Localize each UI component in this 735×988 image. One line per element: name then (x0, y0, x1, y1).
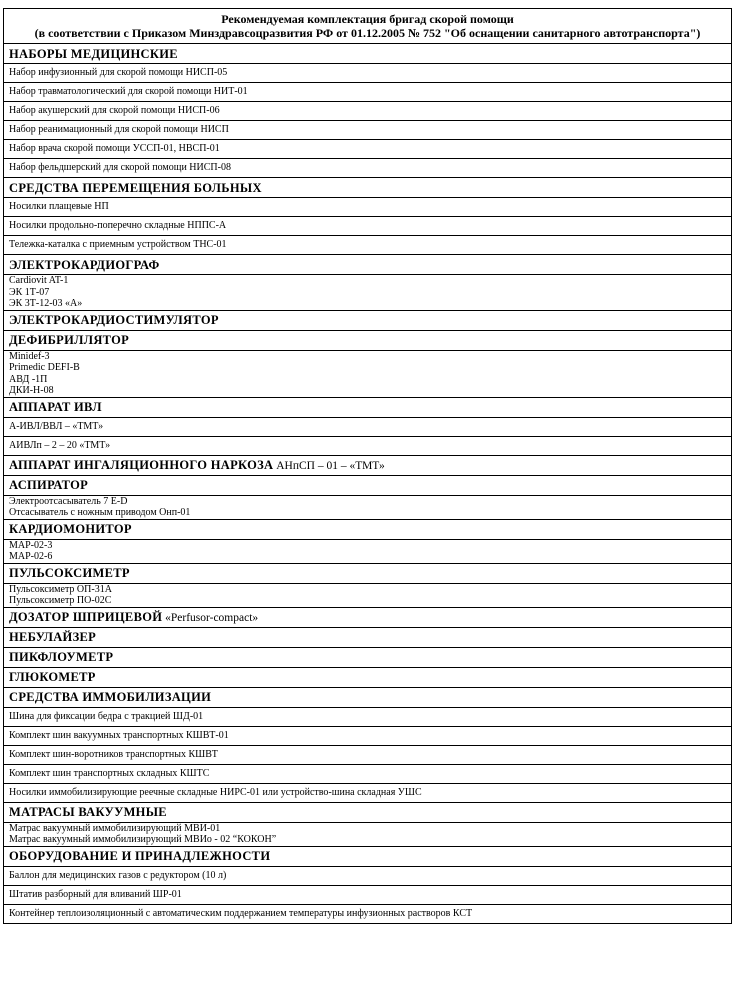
section-heading-row (4, 647, 732, 667)
table-row (4, 140, 732, 159)
section-heading-row (4, 607, 732, 627)
section-heading-row (4, 563, 732, 583)
list-item: Primedic DEFI-B (9, 362, 80, 373)
section-heading (4, 687, 732, 707)
item-cell: Носилки иммобилизирующие реечные складные НИРС-01 или устройство-шина складная УШС (4, 783, 732, 802)
list-item: Пульсоксиметр ОП-31А (9, 583, 112, 595)
item-cell: Набор акушерский для скорой помощи НИСП-06 (4, 102, 732, 121)
table-row (4, 217, 732, 236)
list-item: Пульсоксиметр ПО-02С (9, 595, 112, 606)
table-row (4, 417, 732, 436)
section-heading-text: АСПИРАТОР (9, 478, 89, 492)
title-line-1: Рекомендуемая комплектация бригад скорой помощи (221, 12, 514, 26)
section-heading-text: АППАРАТ ИНГАЛЯЦИОННОГО НАРКОЗА (9, 457, 274, 472)
list-item: Матрас вакуумный иммобилизирующий МВИ-01 (9, 822, 221, 834)
table-row (4, 159, 732, 178)
item-cell: Набор врача скорой помощи УССП-01, НВСП-01 (4, 140, 732, 159)
item-cell: А-ИВЛ/ВВЛ – «ТМТ» (4, 417, 732, 436)
section-heading (4, 310, 732, 330)
table-row (4, 726, 732, 745)
section-heading (4, 627, 732, 647)
table-row (4, 198, 732, 217)
section-heading-row (4, 627, 732, 647)
table-row (4, 885, 732, 904)
table-row (4, 275, 732, 311)
table-row (4, 745, 732, 764)
item-cell: Комплект шин-воротников транспортных КШВТ (4, 745, 732, 764)
section-heading-text: ОБОРУДОВАНИЕ И ПРИНАДЛЕЖНОСТИ (9, 849, 271, 863)
section-heading-row (4, 178, 732, 198)
table-row (4, 904, 732, 923)
item-cell: Комплект шин транспортных складных КШТС (4, 764, 732, 783)
item-cell: Носилки продольно-поперечно складные НППС-А (4, 217, 732, 236)
section-heading-text: НЕБУЛАЙЗЕР (9, 630, 97, 644)
section-heading (4, 519, 732, 539)
list-item: ЭК 3Т-12-03 «А» (9, 298, 83, 309)
item-cell: АИВЛп – 2 – 20 «ТМТ» (4, 436, 732, 455)
list-item: Cardiovit AT-1 (9, 275, 69, 286)
item-list-cell (4, 495, 732, 519)
section-heading-text: СРЕДСТВА ПЕРЕМЕЩЕНИЯ БОЛЬНЫХ (9, 180, 262, 195)
table-row (4, 822, 732, 846)
table-row (4, 102, 732, 121)
section-heading (4, 330, 732, 350)
section-heading-row (4, 330, 732, 350)
section-heading (4, 178, 732, 198)
table-row (4, 83, 732, 102)
section-heading-text: ГЛЮКОМЕТР (9, 670, 96, 684)
list-item: ДКИ-Н-08 (9, 385, 54, 396)
section-heading-text: МАТРАСЫ ВАКУУМНЫЕ (9, 805, 167, 819)
section-heading (4, 255, 732, 275)
section-heading-row (4, 44, 732, 64)
table-row (4, 764, 732, 783)
item-cell: Набор фельдшерский для скорой помощи НИСП-08 (4, 159, 732, 178)
section-heading-row (4, 802, 732, 822)
table-row (4, 121, 732, 140)
section-heading-text: КАРДИОМОНИТОР (9, 522, 132, 536)
section-heading (4, 44, 732, 64)
equipment-table (3, 8, 732, 924)
section-heading-text: ПИКФЛОУМЕТР (9, 650, 114, 664)
table-row (4, 707, 732, 726)
item-cell: Комплект шин вакуумных транспортных КШВТ-01 (4, 726, 732, 745)
section-heading-text: СРЕДСТВА ИММОБИЛИЗАЦИИ (9, 690, 212, 704)
list-item: Minidef-3 (9, 350, 50, 362)
table-row (4, 866, 732, 885)
list-item: Электроотсасыватель 7 E-D (9, 495, 128, 507)
table-row (4, 436, 732, 455)
table-row (4, 236, 732, 255)
section-heading-text: АППАРАТ ИВЛ (9, 400, 102, 414)
section-heading-extra: «Perfusor-compact» (162, 611, 259, 624)
section-heading (4, 667, 732, 687)
list-item: МАР-02-3 (9, 539, 53, 551)
table-row (4, 495, 732, 519)
title-line-2: (в соответствии с Приказом Минздравсоцразвития РФ от 01.12.2005 № 752 "Об оснащении санитарного автотранспорта") (34, 26, 701, 40)
section-heading (4, 802, 732, 822)
item-list-cell (4, 822, 732, 846)
list-item: Отсасыватель с ножным приводом Онп-01 (9, 507, 191, 518)
section-heading-row (4, 255, 732, 275)
section-heading-row (4, 846, 732, 866)
section-heading (4, 563, 732, 583)
list-item: ЭК 1Т-07 (9, 286, 50, 298)
item-cell: Набор реанимационный для скорой помощи НИСП (4, 121, 732, 140)
section-heading-row (4, 310, 732, 330)
section-heading-text: ПУЛЬСОКСИМЕТР (9, 566, 130, 580)
section-heading (4, 607, 732, 627)
table-row (4, 64, 732, 83)
equipment-table-body (4, 9, 732, 924)
item-list-cell (4, 539, 732, 563)
section-heading-text: НАБОРЫ МЕДИЦИНСКИЕ (9, 46, 178, 61)
section-heading (4, 475, 732, 495)
section-heading-text: ЭЛЕКТРОКАРДИОСТИМУЛЯТОР (9, 313, 219, 327)
section-heading-extra: АНпСП – 01 – «ТМТ» (273, 459, 385, 472)
table-title (4, 9, 732, 44)
section-heading-text: ЭЛЕКТРОКАРДИОГРАФ (9, 257, 160, 272)
section-heading (4, 455, 732, 475)
item-cell: Шина для фиксации бедра с тракцией ШД-01 (4, 707, 732, 726)
list-item: Матрас вакуумный иммобилизирующий МВИо - 02 “КОКОН” (9, 834, 277, 845)
section-heading-row (4, 455, 732, 475)
title-row (4, 9, 732, 44)
table-row (4, 350, 732, 397)
list-item: МАР-02-6 (9, 551, 53, 562)
item-cell: Носилки плащевые НП (4, 198, 732, 217)
table-row (4, 539, 732, 563)
section-heading-row (4, 397, 732, 417)
item-list-cell (4, 275, 732, 311)
table-row (4, 583, 732, 607)
section-heading (4, 397, 732, 417)
item-cell: Набор инфузионный для скорой помощи НИСП-05 (4, 64, 732, 83)
section-heading-row (4, 475, 732, 495)
table-row (4, 783, 732, 802)
section-heading-text: ДОЗАТОР ШПРИЦЕВОЙ (9, 609, 163, 624)
item-cell: Набор травматологический для скорой помощи НИТ-01 (4, 83, 732, 102)
section-heading-text: ДЕФИБРИЛЛЯТОР (9, 333, 130, 347)
item-list-cell (4, 350, 732, 397)
item-cell: Штатив разборный для вливаний ШР-01 (4, 885, 732, 904)
item-cell: Контейнер теплоизоляционный с автоматическим поддержанием температуры инфузионных растворов КСТ (4, 904, 732, 923)
item-cell: Баллон для медицинских газов с редуктором (10 л) (4, 866, 732, 885)
section-heading-row (4, 519, 732, 539)
section-heading-row (4, 687, 732, 707)
section-heading-row (4, 667, 732, 687)
section-heading (4, 647, 732, 667)
item-list-cell (4, 583, 732, 607)
section-heading (4, 846, 732, 866)
item-cell: Тележка-каталка с приемным устройством ТНС-01 (4, 236, 732, 255)
list-item: АВД -1П (9, 373, 48, 385)
